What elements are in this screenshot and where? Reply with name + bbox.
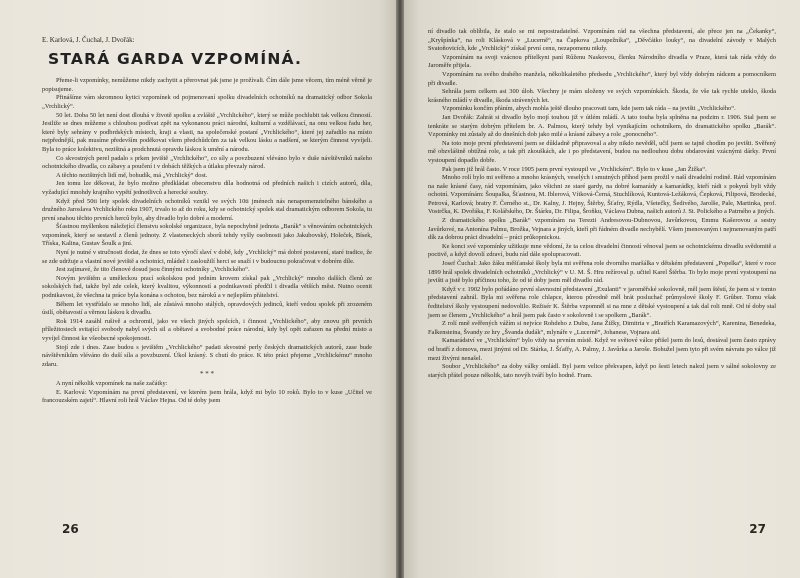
- book-gutter: [396, 0, 404, 578]
- paragraph: Během let vystřídalo se mnoho lidí, ale zůstává mnoho stálých, opravdových jedinců, kteří vedou spolek při zrozeném úsilí, obětavostí a věrnou láskou k divadlu.: [42, 300, 372, 317]
- paragraph: Šťastnou myšlenkou náležející členstvu sokolské organizace, byla nepochybně jednota „Barák“ s věnováním ochotnických vzpomínek, který se sestavil z členů jednoty. Z vlasteneckých sborů tehdy vyšly osobnosti jako Jakubovský, Holeček, Bísek, Tříska, Kalina, Gustav Šoulk a jiní.: [42, 223, 372, 248]
- paragraph: Kamarádství ve „Vrchlickém“ bylo vždy na prvním místě. Když ve světové válce přišel jsem do lesů, dostával jsem často zprávy od bratří z domova, mezi jinými od Dr. Stárka, J. Šťaffy, A. Palmy, J. Javůrka a Jaroše. Bohužel jsem tyto při svém návratu po válce již mezi živými nenašel.: [428, 337, 776, 362]
- paragraph: Josef Čuchal: Jako žáku měšťanské školy byla mi svěřena role dvorního maršálka v dětském představení „Popelka“, které v roce 1899 hrál spolek divadelních ochotníků „Vrchlický“ v U. M. Š. Hru režíroval p. učitel Karel Štěrba. To bylo moje první vystoupení na jevišti a jistě bylo příčinou toho, že od té doby jsem měl divadlo rád.: [428, 260, 776, 285]
- paragraph: Rok 1914 zasáhl rušivě a ochromil, jako ve všech jiných spolcích, i činnost „Vrchlického“, aby znovu při prvních příležitostech svitající svobody nabyl svých sil a obětavé a svobodné práce národní, kdy byl opět zařazen na přední místo a vyvíjel činnost ke všeobecné spokojenosti.: [42, 317, 372, 342]
- left-page: [0, 0, 396, 578]
- right-page-content: [428, 28, 776, 380]
- paragraph: Z rolí mně svěřených vážím si nejvíce Rohdeho z Dubu, Jana Žižky, Dimitria v „Bratřích Karamazových“, Karenina, Benedeka, Falkensteina, Švandy ze hry „Švanda dudák“, mlynáře v „Lucerně“, Johanese, Vojnara aid.: [428, 320, 776, 336]
- page-number: 27: [749, 522, 766, 536]
- paragraph: Vzpomínám na svého drahého manžela, několikaletého předsedu „Vrchlického“, který byl vždy dobrým rádcem a pomocníkem při divadle.: [428, 70, 776, 87]
- paragraph: Pak jsem již hrál často. V roce 1905 jsem první vystoupil ve „Vrchlickém“. Bylo to v kuse „Jan Žižka“.: [442, 165, 707, 173]
- paragraph: Sehrála jsem celkem asi 300 úloh. Všechny je mám uloženy ve svých vzpomínkách. Škoda, že vše tak rychle uteklo, škoda krásného mládí v divadle, škoda strávených let.: [428, 88, 776, 104]
- paragraph: A nyní několik vzpomínek na naše začátky:: [56, 379, 168, 387]
- paragraph: Novým jevištěm a uměleckou prací sokolskou pod jedním krovem získal pak „Vrchlický“ mnoho dalších členů ze sokolských řad, takže byl zde celek, který kvalitou, výkonností a podnikavostí předčil i divadla větších měst. Nutno ocenit podnikavost, že všechna ta práce byla konána s ochotou, bez nároků a v nejlepším přátelství.: [42, 274, 372, 300]
- paragraph: Mnoho rolí bylo mi svěřeno a mnoho krásných, veselých i smutných příhod jsem prožil v naší divadelní rodině. Rád vzpomínám na naše krásné časy, rád vzpomínám, jako všichni ze staré gardy, na dobré kamarády a kamarádky, kteří rádi s pokynů byli vždy ochotní. Vzpomínám: Šoupalka, Šťastnou, M. Iblerová, Vítková-Černá, Stuchlíková, Kuntová-Ležáková, Čepková, Filipová, Brodecké, Petrová, Karlová; bratry F. Černého st., Dr. Kalny, J. Hejny, Štěrby, Šťafry, Rýdla, Všetečky, Šedivého, Jarolše, Pale, Martinka, prof. Vostrčka, K. Dvořáka, F. Kolářského, Dr. Štárku, Dr. Filipa, Šroňku, Václava Dubna, našich autorů J. St. Polického a Patrného a jiných.: [428, 174, 776, 216]
- paragraph: Přinášíme vám skromnou kytici vzpomínek od pojmenovaní spolku divadelních ochotníků na dramatický odbor Sokola „Vrchlický“.: [42, 94, 372, 110]
- paragraph: 50 let. Doba 50 let není dost dlouhá v životě spolku a zvláště „Vrchlického“, který se může pochlubit tak velkou činností. Jestliže se dnes můžeme s chloubou podívat zpět na vykonanou práci národní, kulturní a vzdělávací, na onu velkou řadu her, které byly sehrány v podbrdských místech, kraji a vlasti, na společenské postaní „Vrchlického“, které jej zařadilo na místo nejpřednější, pak musíme především poděkovat všem předchůdcům za tak velkou lásku a nadšení, se kterým činnost vyvíjeli. Byla to práce kolektivu, nezištná a prodchnutá opravdu láskou k umění a národu.: [42, 111, 372, 153]
- section-separator: * * *: [200, 370, 214, 379]
- paragraph: ní divadlo tak oblíbila, že stalo se mi nepostradatelné. Vzpomínám rád na všechna představení, ale přece jen na „Čekanky“, „Kryšpínka“, na roli Klásková v „Lucerně“, na Čapkova „Loupežníka“, „Děvčátko louky“, na divadelní závody v Malých Svatoňovicích, kde „Vrchlický“ získal první cenu, nezapomenu nikdy.: [428, 28, 776, 53]
- paragraph: Jen tomu lze děkovat, že bylo možno předkládat obecenstvu díla hodnotná od předních našich i cizích autorů, díla, vyžadující mnohdy krajního vypětí jednotlivců a herecké souhry.: [42, 180, 372, 196]
- paragraph: Soubor „Vrchlického“ za doby války omládl. Byl jsem velice překvapen, když po šesti letech nalezl jsem v sálné sokolovny ze starých přátel pouze několik, tato novýh tváří bylo hodně. Fram.: [428, 363, 776, 379]
- paragraph: Když před 50ti lety spolek divadelních ochotníků vznikl ve svých 10ti jménech nás nenapomenutelného bánského a družného Jaroslava Vrchlického roku 1907, trvalo to až do roku, kdy se ochotnický spolek stal dramatickým odborem Sokola, tu první snahou těchto prvních herců bylo, aby divadlo bylo dobré a moderní.: [42, 197, 372, 222]
- paragraph: Vzpomínku končím přáním, abych mohla ještě dlouho pracovati tam, kde jsem tak ráda – na jevišti „Vrchlického“.: [442, 105, 736, 113]
- paragraph: Ke konci své vzpomínky užitkuje mne vědomí, že ta celou divadelní činností věnoval jsem se ochotnickému divadlu svědomitě a poctivě, a když dovolí zdraví, budu rád dále spolupracovati.: [428, 242, 776, 259]
- paragraph: Vzpomínám na svoji vzácnou přítelkyni paní Růženu Naskovou, členku Národního divadla v Praze, která tak ráda vždy do Jaroměře přijela.: [428, 53, 776, 70]
- paragraph: Stojí zde i dnes. Zase budou s jevištěm „Vrchlického“ padati skvostné perly českých dramatických autorů, zase bude návštěvníkům vléváno do duší síla a povzbuzení. Úkol krásný. S chutí do práce. K této práci přejeme „Vrchlickému“ mnoho zdaru.: [42, 343, 372, 368]
- left-page-content: [42, 36, 372, 406]
- paragraph: E. Karlová: Vzpomínám na první představení, ve kterém jsem hrála, když mi bylo 10 roků. Bylo to v kuse „Učitel ve francouzském zajetí“. Hlavní roli hrál Václav Hejna. Od té doby jsem: [42, 388, 372, 405]
- paragraph: Jan Dvořák: Zahrát si divadlo bylo mojí touhou již v útlém mládí. A tato touha byla splněna na podzim r. 1906. Stal jsem se tenkráte se starým dobrým přítelem br. A. Palmou, který tehdy byl vynikajícím ochotníkem, do dramatického spolku „Barák“. Vzpomínky mi zůstaly až do dnešních dob jako milé a krásné zábavy a role „ponocného“.: [428, 113, 776, 139]
- paragraph: Co skvostných perel padalo s prken jeviště „Vrchlického“, co síly a povzbuzení vléváno bylo v duše návštěvníků našeho ochotnického divadla, co zábavy a poučení i v dobách těžkých a útlaku převzaly národ.: [42, 154, 372, 171]
- paragraph: Z dramatického spolku „Barák“ vzpomínám na Terezii Andresovou-Dubnovou, Javůrkovou, Emmu Kašerovou a sestry Javůrkové, na Antonína Palmu, Brožka, Vejnara a jiných, kteří při řádném divadle nechybělí. Všem jmenovaným i nejmenovaným patří dík za dobrou práci divadelní – práci průkopnickou.: [428, 217, 776, 242]
- paragraph: Nyní je nutné v stručnosti dodat, že dnes se toto výročí slaví v době, kdy „Vrchlický“ má dobré postavení, staré tradice, že se zde udržuje a vlastní nové jeviště a ochotníci, mládež i zasloužilí herci se snaží i v budoucnu pokračovat v dobrém díle.: [42, 249, 372, 265]
- right-page: [404, 0, 800, 578]
- paragraph: Jest zajímavé, že tito členové dosud jsou činnými ochotníky „Vrchlického“.: [56, 266, 250, 274]
- page-number: 26: [62, 522, 79, 536]
- paragraph: Přeme-li vzpomínky, nemůžeme nikdy zachytit a přerovnat jak jsme je prožívali. Čím dále jsme věcem, tím méně věrně je popisujeme.: [42, 77, 372, 93]
- paragraph: Když v r. 1902 bylo pořádáno první slavnostní představení „Exulanti“ v jaroměřské sokolovně, měl jsem štěstí, že jsem si v tomto představení zahrál. Byla mi svěřena role chlapce, kterou původně měl hrát posluchač průmyslové školy F. Grůber. Tomu však ředitelství školy vystoupení nedovolilo. Režisér K. Štěrba vzpomněl si na mne z dětské vystoupení a tak dal roli mně. Od té doby stal jsem se členem „Vrchlického“ a hrál jsem pak často v sokolovně i se spolkem „Barák“.: [428, 285, 776, 319]
- paragraph: Na toto moje první představení jsem se důkladně připravoval a aby nikdo nevěděl, učil jsem se tajně chodím po jevišti. Svěřený mě obzvláštně obtížná role, a tak při zkouškách, ale i po představení, budou na nedlouhou dobu obdarováni vzácnými dárky. První vystoupení dopadlo dobře.: [428, 139, 776, 164]
- paragraph: A těchto nezištných lidí mě, bohudík, má „Vrchlický“ dost.: [56, 171, 208, 179]
- authors-line: E. Karlová, J. Čuchal, J. Dvořák:: [42, 36, 135, 44]
- article-title: STARÁ GARDA VZPOMÍNÁ.: [48, 49, 303, 68]
